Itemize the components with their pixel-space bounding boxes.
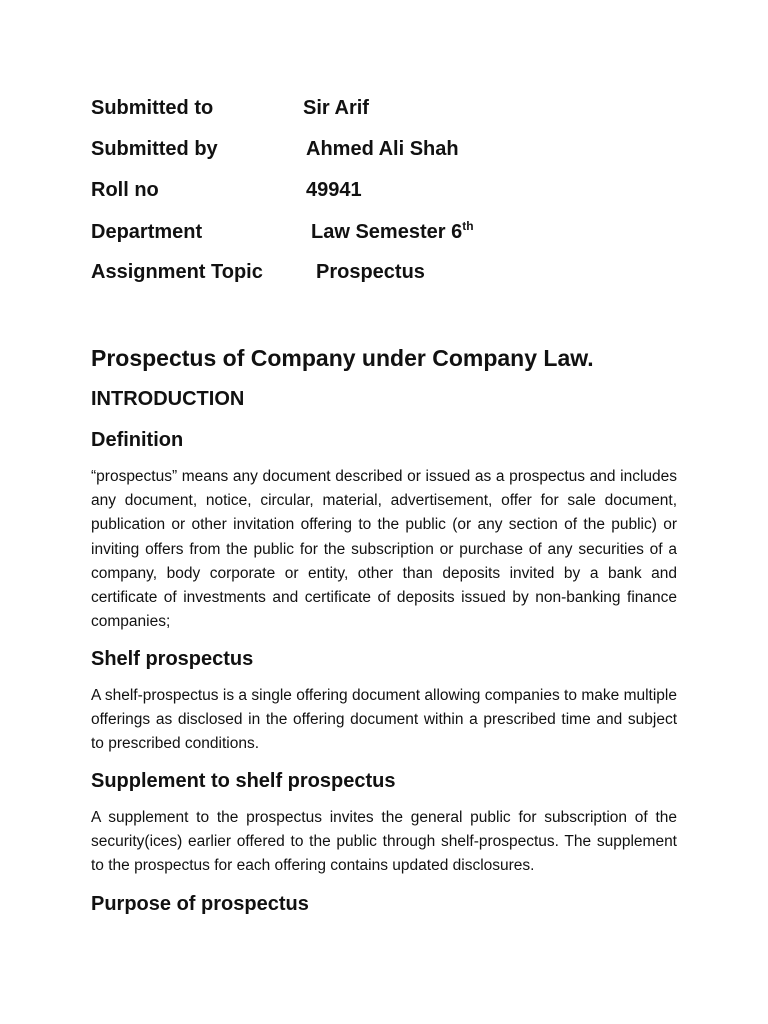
submitted-by-row bbox=[91, 136, 691, 162]
supplement-paragraph: A supplement to the prospectus invites the general public for subscription of the security(ices) earlier offered to the public through shelf-prospectus. The supplement to the prospectus for each offering contains updated disclosures. bbox=[91, 809, 677, 875]
submitted-to-row bbox=[91, 95, 691, 121]
supplement-heading: Supplement to shelf prospectus bbox=[91, 770, 396, 792]
introduction-heading: INTRODUCTION bbox=[91, 388, 245, 410]
definition-paragraph: “prospectus” means any document described or issued as a prospectus and includes any document, notice, circular, material, advertisement, offer for sale document, publication or other invitation offering to the public (or any section of the public) or inviting offers from the public for the subscription or purchase of any securities of a company, body corporate or entity, other than deposits invited by a bank and certificate of investments and certificate of deposits issued by non-banking finance companies; bbox=[91, 468, 677, 631]
assignment-topic-label: Assignment Topic bbox=[91, 261, 263, 283]
department-value-text: Law Semester 6 bbox=[311, 221, 463, 243]
document-title: Prospectus of Company under Company Law. bbox=[91, 345, 594, 371]
department-ordinal-suffix: th bbox=[462, 219, 474, 233]
department-row bbox=[91, 219, 691, 245]
department-value bbox=[311, 219, 474, 245]
purpose-heading: Purpose of prospectus bbox=[91, 893, 309, 915]
definition-heading: Definition bbox=[91, 429, 184, 451]
submitted-to-value: Sir Arif bbox=[303, 97, 369, 119]
department-label: Department bbox=[91, 221, 203, 243]
roll-no-row bbox=[91, 177, 691, 203]
submitted-to-label: Submitted to bbox=[91, 97, 214, 119]
roll-no-label: Roll no bbox=[91, 179, 159, 201]
assignment-topic-value: Prospectus bbox=[316, 261, 425, 283]
submitted-by-value: Ahmed Ali Shah bbox=[306, 138, 459, 160]
submitted-by-label: Submitted by bbox=[91, 138, 218, 160]
shelf-prospectus-heading: Shelf prospectus bbox=[91, 648, 254, 670]
assignment-topic-row bbox=[91, 259, 691, 285]
shelf-prospectus-paragraph: A shelf-prospectus is a single offering document allowing companies to make multiple offerings as disclosed in the offering document within a prescribed time and subject to prescribed conditions. bbox=[91, 687, 677, 753]
roll-no-value: 49941 bbox=[306, 179, 362, 201]
